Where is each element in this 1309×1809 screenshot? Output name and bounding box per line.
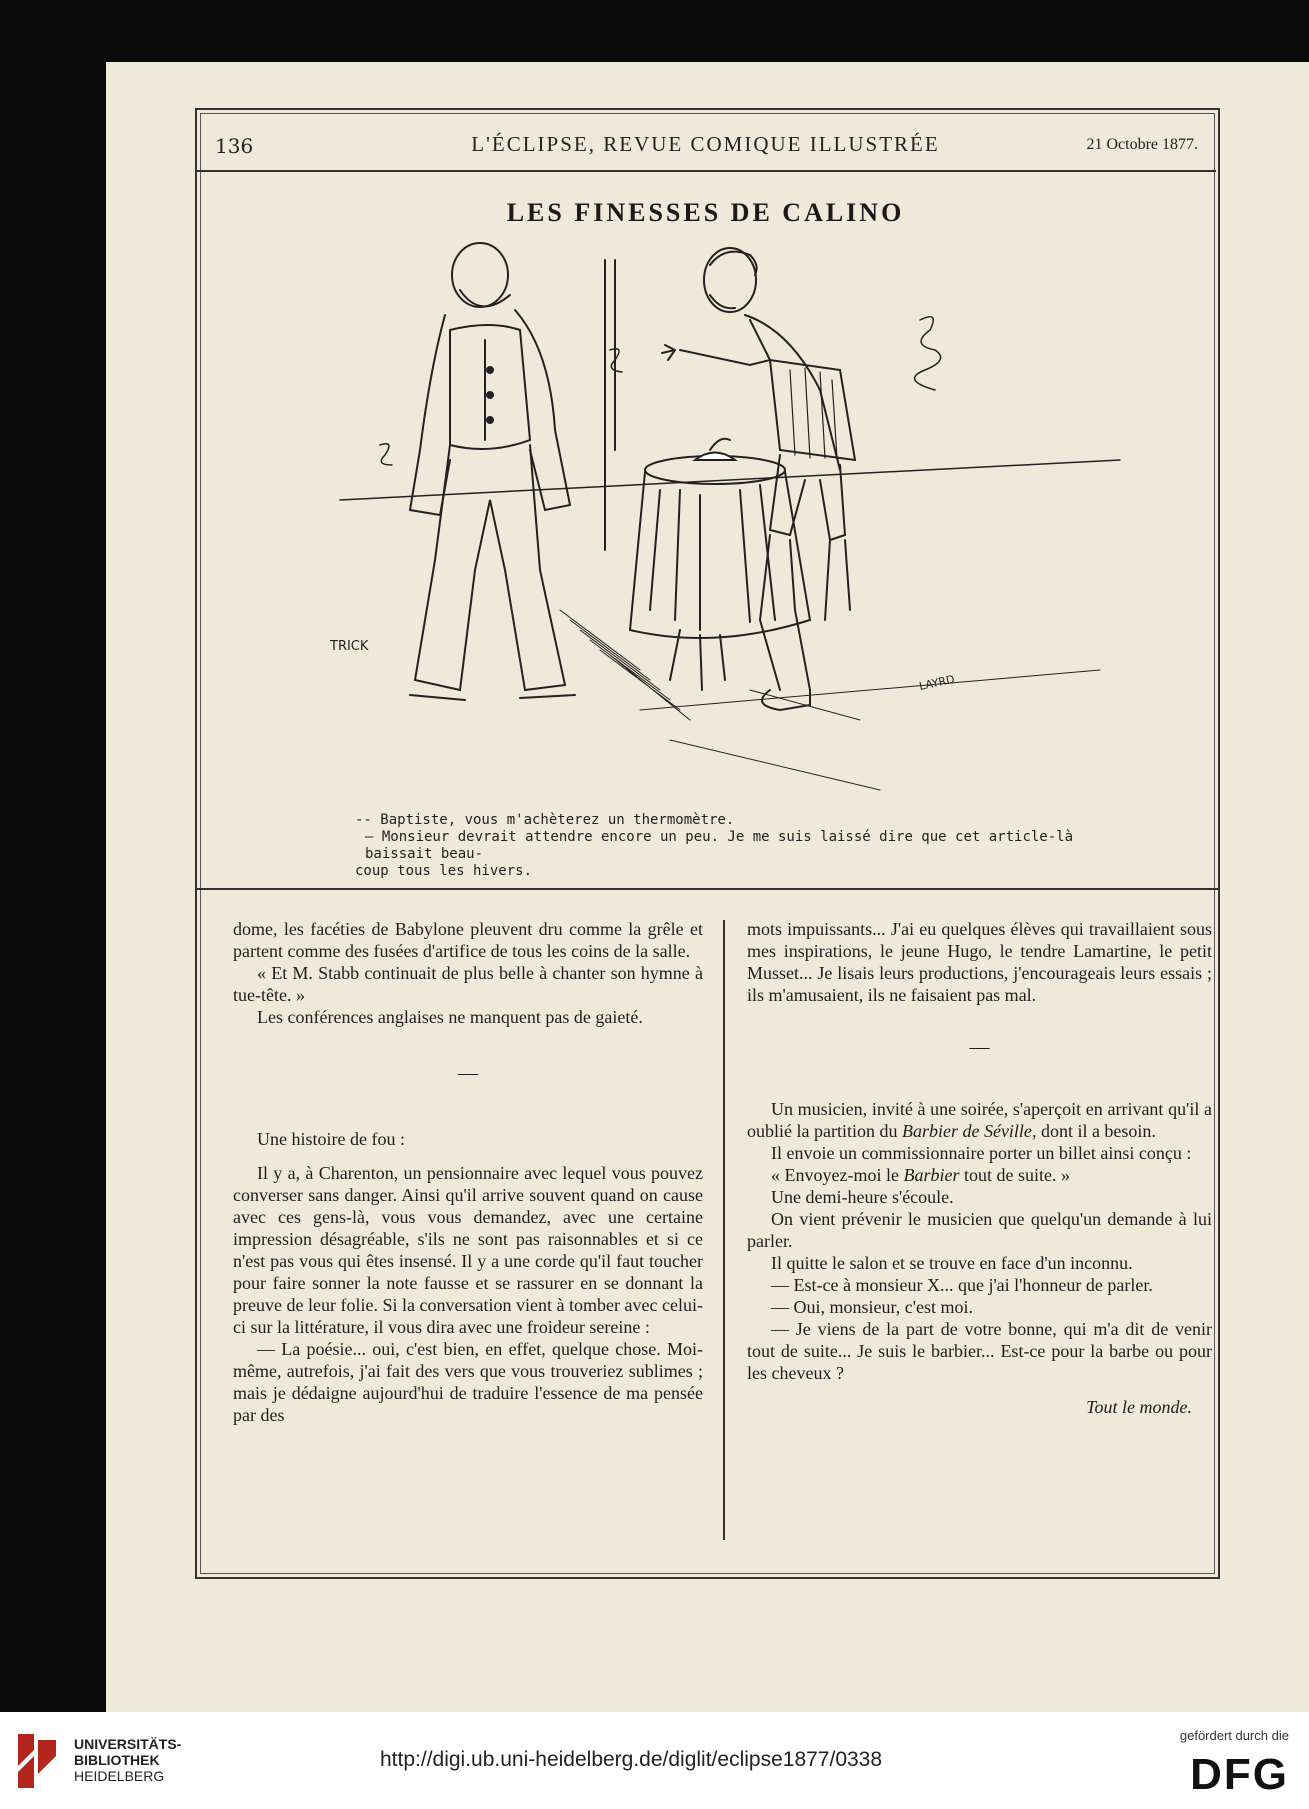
paragraph: Un musicien, invité à une soirée, s'aperçoit en arrivant qu'il a oublié la partition du Barbier de Séville, dont il a besoin. [747,1099,1212,1141]
journal-title: L'ÉCLIPSE, REVUE COMIQUE ILLUSTRÉE [471,132,940,156]
paragraph: Il envoie un commissionnaire porter un billet ainsi conçu : [771,1143,1192,1163]
paragraph: — Est-ce à monsieur X... que j'ai l'honneur de parler. [771,1275,1153,1295]
cartoon-title: LES FINESSES DE CALINO [506,198,905,227]
source-url-link[interactable]: http://digi.ub.uni-heidelberg.de/diglit/eclipse1877/0338 [380,1748,883,1771]
paragraph: — La poésie... oui, c'est bien, en effet, quelque chose. Moi-même, autrefois, j'ai fait des vers que vous trouveriez sublimes ; mais je dédaigne aujourd'hui de traduire l'essence de ma pensée par des [233,1339,703,1425]
viewer-footer [0,1712,1309,1809]
paragraph: Il y a, à Charenton, un pensionnaire avec lequel vous pouvez converser sans danger. Ainsi qu'il arrive souvent quand on cause avec ces gens-là, vous vous demandez, avec une certaine impression désagréable, s'ils ne sont pas raisonnables et si ce n'est pas vous qui êtes insensé. Il y a une corde qu'il faut toucher pour faire sonner la note fausse et se rassurer en se donnant la preuve de leur folie. Si la conversation vient à tomber avec celui-ci sur la littérature, il vous dira avec une froideur sereine : [233,1163,703,1337]
page-header [195,108,1216,172]
paragraph: — Je viens de la part de votre bonne, qui m'a dit de venir tout de suite... Je suis le barbier... Est-ce pour la barbe ou pour les cheveux ? [747,1319,1212,1383]
separator: — [969,1036,990,1058]
opera-title: Barbier de Séville [901,1121,1032,1141]
paragraph: « Envoyez-moi le Barbier tout de suite. » [771,1165,1070,1185]
column-divider [723,920,725,1540]
artist-signature-right: LAYRD [917,672,956,693]
paragraph: Les conférences anglaises ne manquent pas de gaieté. [257,1007,643,1027]
caption-line: -- Baptiste, vous m'achèterez un thermomètre. [355,812,735,828]
paragraph: Il quitte le salon et se trouve en face d'un inconnu. [771,1253,1133,1273]
paragraph: Une histoire de fou : [257,1129,405,1149]
paragraph: mots impuissants... J'ai eu quelques élèves qui travaillaient sous mes inspirations, le jeune Hugo, le tendre Lamartine, le petit Musset... Je lisais leurs productions, j'encourageais leurs essais ; ils m'amusaient, ils ne faisaient pas mal. [747,919,1212,1005]
paragraph: On vient prévenir le musicien que quelqu'un demande à lui parler. [747,1209,1212,1251]
paragraph: Une demi-heure s'écoule. [771,1187,954,1207]
artist-signature-left: TRICK [330,639,369,654]
library-logo-icon[interactable] [14,1730,60,1792]
paragraph: « Et M. Stabb continuait de plus belle à chanter son hymne à tue-tête. » [233,963,703,1005]
section-divider [195,888,1220,890]
separator: — [458,1062,478,1084]
cartoon-illustration [330,250,1120,790]
sponsor-label: gefördert durch die [1179,1728,1289,1743]
caption-line: — Monsieur devrait attendre encore un peu. Je me suis laissé dire que cet article-là baissait beau- [365,829,1074,862]
library-name[interactable]: UNIVERSITÄTS- BIBLIOTHEK HEIDELBERG [74,1736,182,1784]
right-column [747,918,1212,1418]
sponsor-logo[interactable]: DFG [1190,1750,1289,1799]
opera-title: Barbier [903,1165,960,1185]
cartoon-caption [355,812,1115,880]
paragraph: — Oui, monsieur, c'est moi. [771,1297,973,1317]
issue-date: 21 Octobre 1877. [1086,136,1198,153]
caption-line: coup tous les hivers. [355,863,533,879]
page-number: 136 [215,134,254,158]
left-column [233,918,703,1426]
paragraph: dome, les facéties de Babylone pleuvent dru comme la grêle et partent comme des fusées d'artifice de tous les coins de la salle. [233,919,703,961]
article-signature: Tout le monde. [1086,1397,1192,1417]
